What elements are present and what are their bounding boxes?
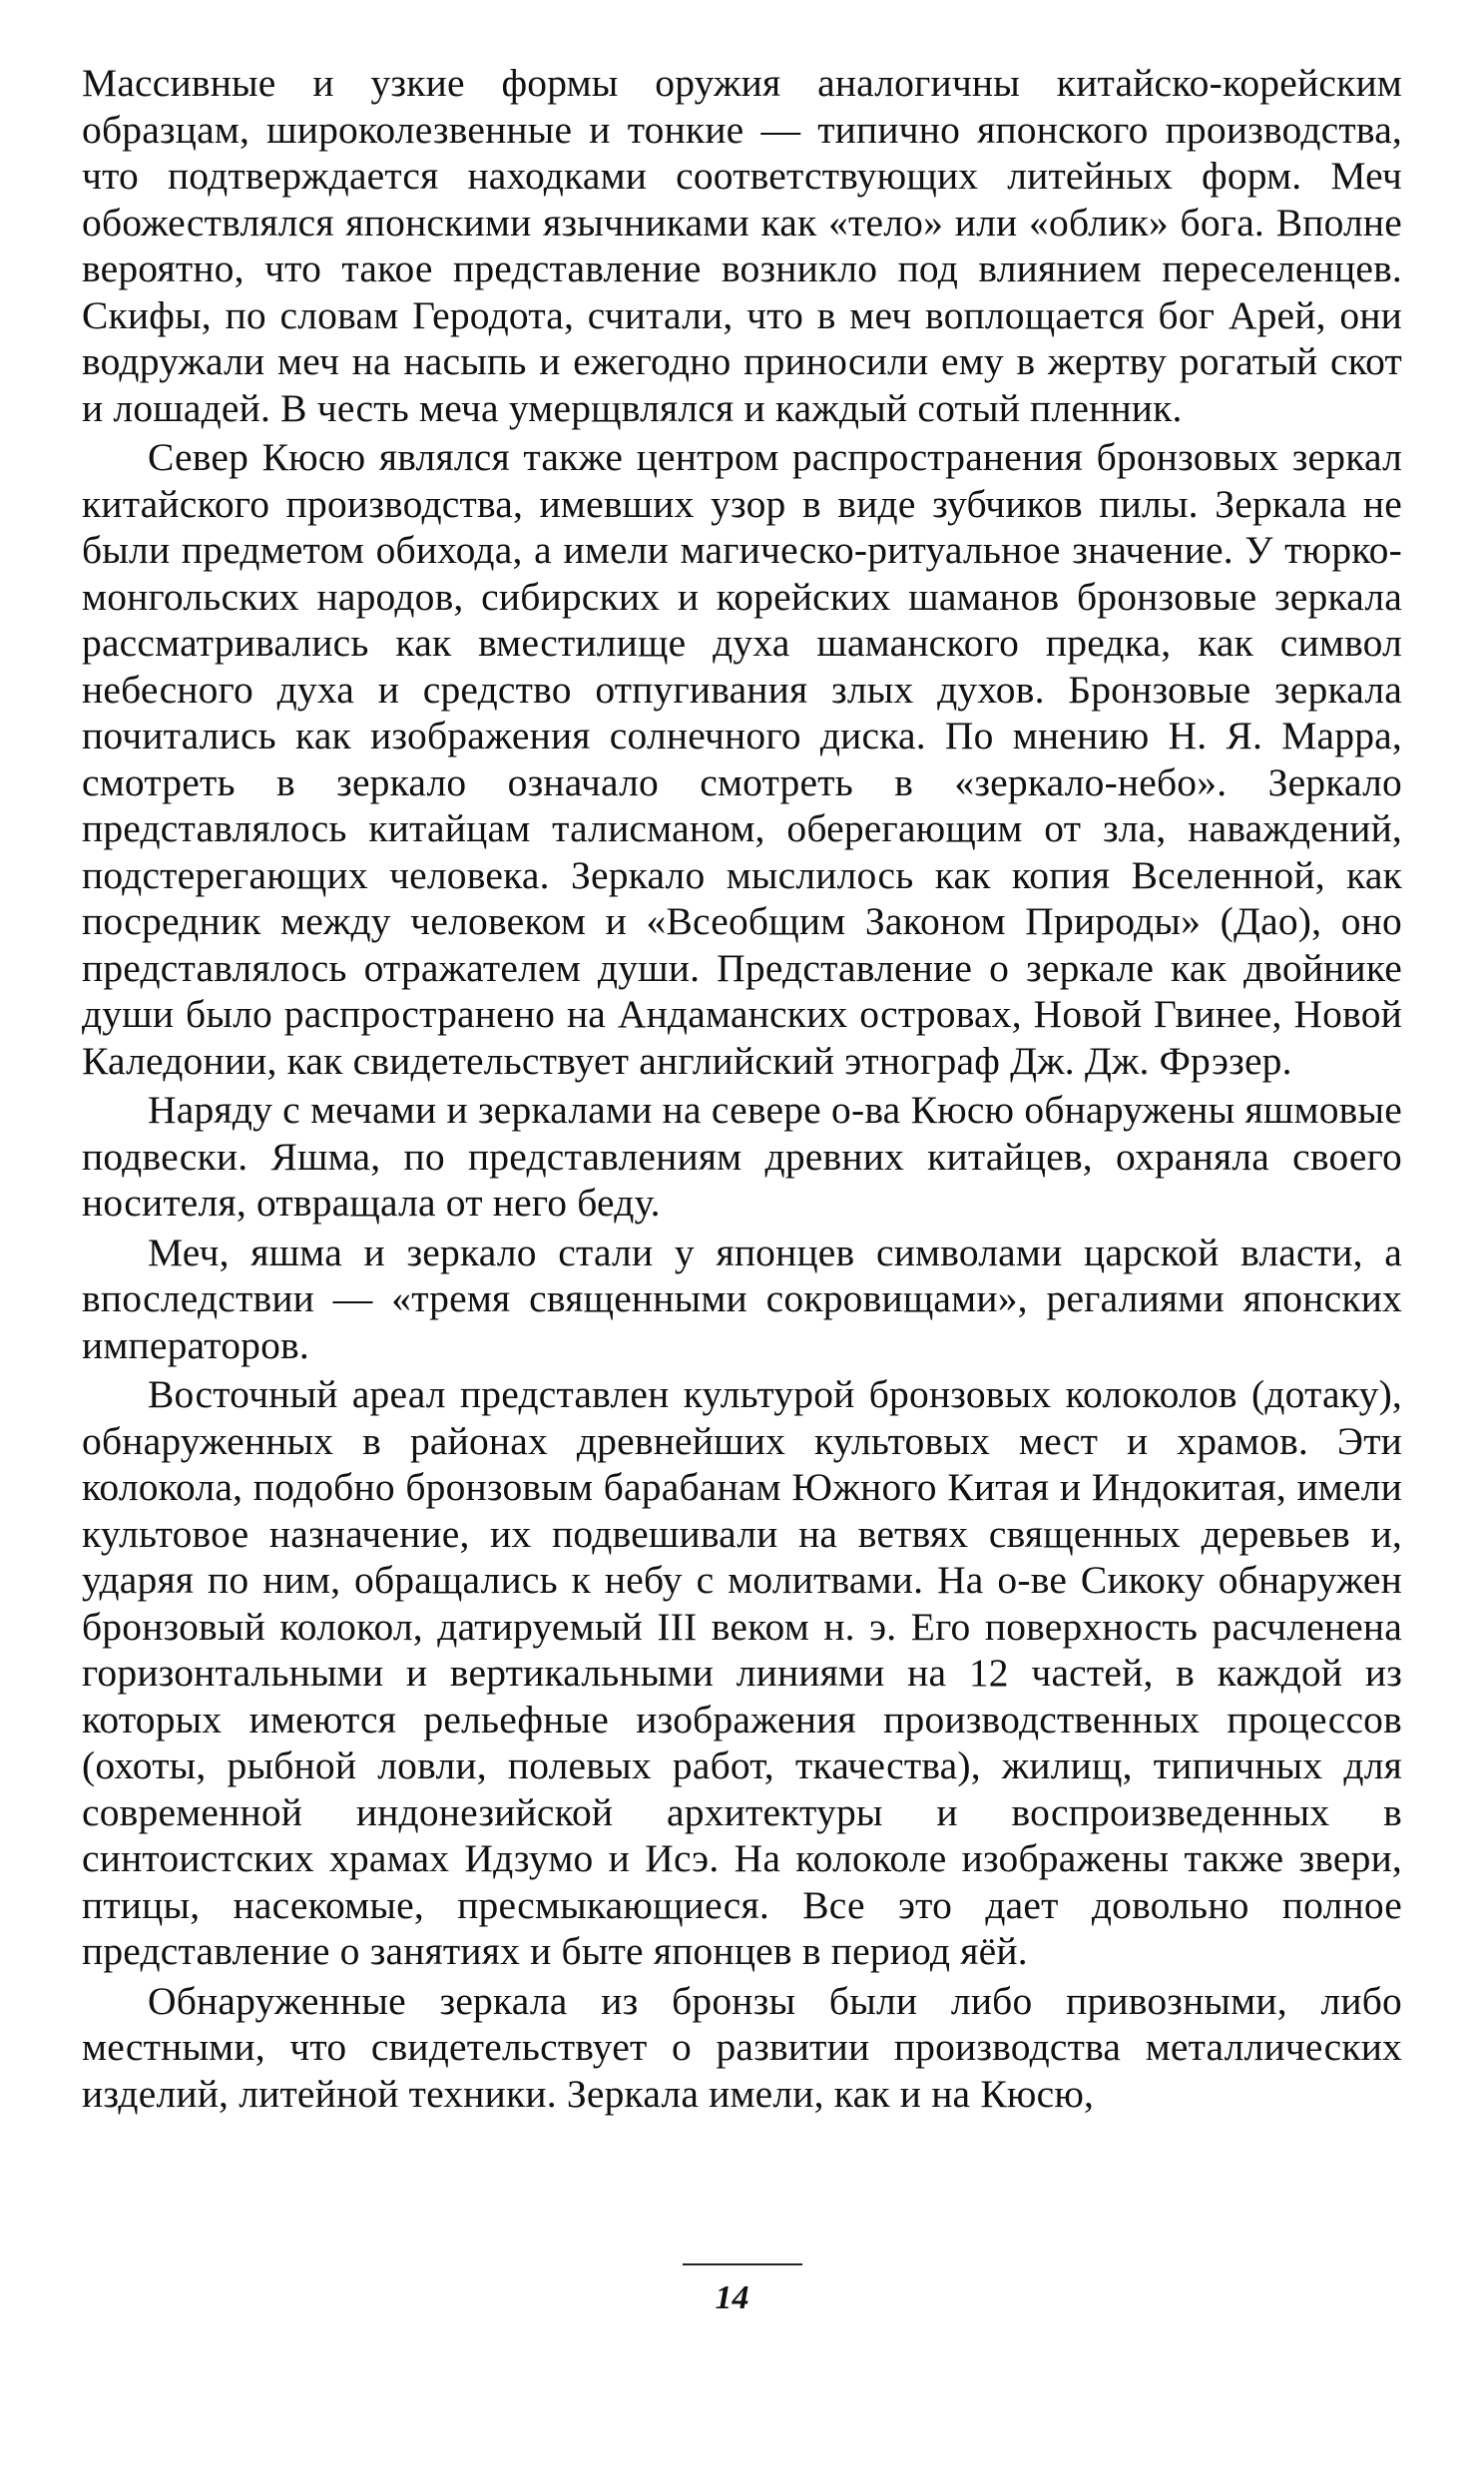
paragraph-bells: Восточный ареал представлен культурой бронзовых колоколов (дотаку), обнаруженных в районах древнейших культовых мест и храмов. Эти колокола, подобно бронзовым барабанам Южного Китая и Индокитая, имели культовое назначение, их подвешивали на ветвях священных деревьев и, ударяя по ним, обращались к небу с молитвами. На о-ве Сикоку обнаружен бронзовый колокол, датируемый III веком н. э. Его поверхность расчленена горизонтальными и вертикальными линиями на 12 частей, в каждой из которых имеются рельефные изображения производственных процессов (охоты, рыбной ловли, полевых работ, ткачества), жилищ, типичных для современной индонезийской архитектуры и воспроизведенных в синтоистских храмах Идзумо и Исэ. На колоколе изображены также звери, птицы, насекомые, пресмыкающиеся. Все это дает довольно полное представление о занятиях и быте японцев в период яёй. [82, 1372, 1402, 1973]
paragraph-regalia: Меч, яшма и зеркало стали у японцев символами царской власти, а впоследствии — «тремя священными сокровищами», регалиями японских императоров. [82, 1230, 1402, 1367]
page-text-body [82, 60, 1402, 2117]
paragraph-jasper: Наряду с мечами и зеркалами на севере о-ва Кюсю обнаружены яшмовые подвески. Яшма, по представлениям древних китайцев, охраняла своего носителя, отвращала от него беду. [82, 1088, 1402, 1225]
paragraph-bronze-mirrors: Обнаруженные зеркала из бронзы были либо привозными, либо местными, что свидетельствует о развитии производства металлических изделий, литейной техники. Зеркала имели, как и на Кюсю, [82, 1978, 1402, 2116]
paragraph-mirrors: Север Кюсю являлся также центром распространения бронзовых зеркал китайского производства, имевших узор в виде зубчиков пилы. Зеркала не были предметом обихода, а имели магическо-ритуальное значение. У тюрко-монгольских народов, сибирских и корейских шаманов бронзовые зеркала рассматривались как вместилище духа шаманского предка, как символ небесного духа и средство отпугивания злых духов. Бронзовые зеркала почитались как изображения солнечного диска. По мнению Н. Я. Марра, смотреть в зеркало означало смотреть в «зеркало-небо». Зеркало представлялось китайцам талисманом, оберегающим от зла, наваждений, подстерегающих человека. Зеркало мыслилось как копия Вселенной, как посредник между человеком и «Всеобщим Законом Природы» (Дао), оно представлялось отражателем души. Представление о зеркале как двойнике души было распространено на Андаманских островах, Новой Гвинее, Новой Каледонии, как свидетельствует английский этнограф Дж. Дж. Фрэзер. [82, 435, 1402, 1083]
footer-divider [683, 2263, 802, 2265]
page-footer [0, 2263, 1484, 2317]
paragraph-swords: Массивные и узкие формы оружия аналогичны китайско-корейским образцам, широколезвенные и тонкие — типично японского производства, что подтверждается находками соответствующих литейных форм. Меч обожествлялся японскими язычниками как «тело» или «облик» бога. Вполне вероятно, что такое представление возникло под влиянием переселенцев. Скифы, по словам Геродота, считали, что в меч воплощается бог Арей, они водружали меч на насыпь и ежегодно приносили ему в жертву рогатый скот и лошадей. В честь меча умерщвлялся и каждый сотый пленник. [82, 61, 1402, 430]
page-number: 14 [715, 2279, 749, 2316]
